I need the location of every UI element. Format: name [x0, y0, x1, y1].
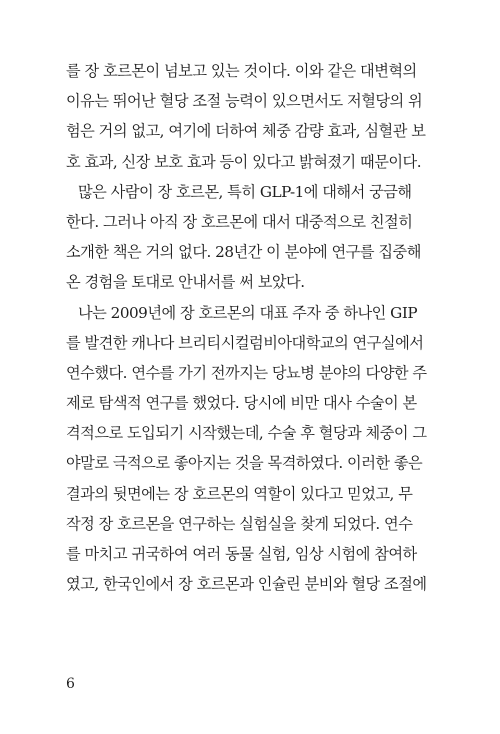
- paragraph-1: [66, 56, 438, 177]
- text-line: 를 마치고 귀국하여 여러 동물 실험, 임상 시험에 참여하: [66, 545, 417, 563]
- text-line: 호 효과, 신장 보호 효과 등이 있다고 밝혀졌기 때문이다.: [66, 152, 422, 171]
- text-line: 야말로 극적으로 좋아지는 것을 목격하였다. 이러한 좋은: [66, 454, 423, 473]
- body-text: [66, 56, 438, 599]
- text-line: 이유는 뛰어난 혈당 조절 능력이 있으면서도 저혈당의 위: [66, 92, 423, 111]
- text-line: 험은 거의 없고, 여기에 더하여 체중 감량 효과, 심혈관 보: [66, 122, 426, 141]
- text-line: 제로 탐색적 연구를 했었다. 당시에 비만 대사 수술이 본: [66, 394, 417, 413]
- text-line: 를 장 호르몬이 넘보고 있는 것이다. 이와 같은 대변혁의: [66, 62, 417, 80]
- text-line: 작정 장 호르몬을 연구하는 실험실을 찾게 되었다. 연수: [66, 514, 413, 533]
- paragraph-2: [66, 177, 438, 298]
- text-line: 나는 2009년에 장 호르몬의 대표 주자 중 하나인 GIP: [78, 303, 418, 322]
- paragraph-3: [66, 298, 438, 600]
- text-line: 연수했다. 연수를 가기 전까지는 당뇨병 분야의 다양한 주: [66, 363, 427, 382]
- text-line: 많은 사람이 장 호르몬, 특히 GLP-1에 대해서 궁금해: [78, 182, 412, 201]
- text-line: 를 발견한 캐나다 브리티시컬럼비아대학교의 연구실에서: [66, 333, 424, 352]
- text-line: 격적으로 도입되기 시작했는데, 수술 후 혈당과 체중이 그: [66, 424, 427, 443]
- text-line: 온 경험을 토대로 안내서를 써 보았다.: [66, 273, 305, 292]
- text-line: 소개한 책은 거의 없다. 28년간 이 분야에 연구를 집중해: [66, 243, 421, 262]
- text-line: 결과의 뒷면에는 장 호르몬의 역할이 있다고 믿었고, 무: [66, 484, 413, 503]
- text-line: 한다. 그러나 아직 장 호르몬에 대서 대중적으로 친절히: [66, 212, 413, 231]
- page-number: 6: [66, 676, 75, 692]
- text-line: 였고, 한국인에서 장 호르몬과 인슐린 분비와 혈당 조절에: [66, 575, 427, 594]
